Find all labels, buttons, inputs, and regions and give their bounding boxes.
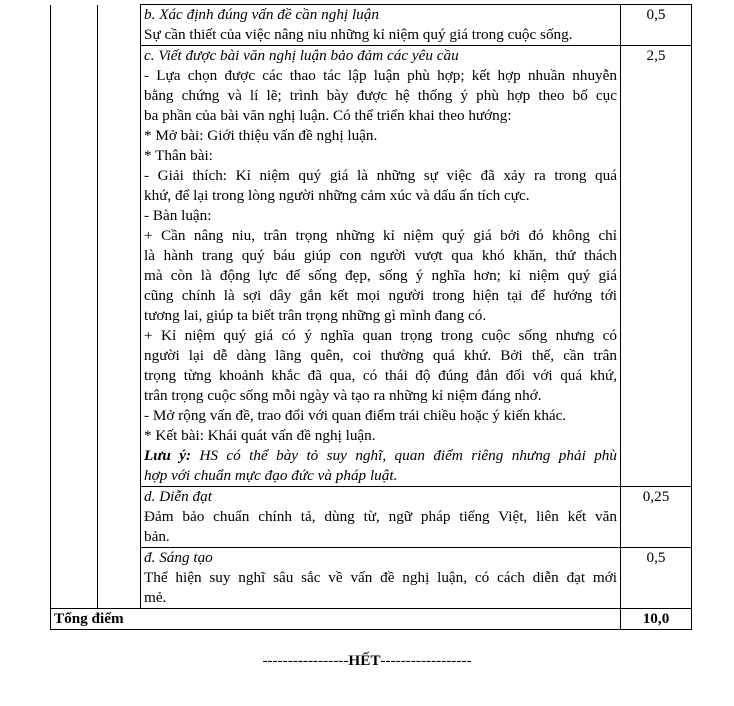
criterion-line: - Lựa chọn được các thao tác lập luận phù hợp; kết hợp nhuần nhuyễn: [144, 67, 617, 84]
criterion-heading: d. Diễn đạt: [144, 488, 212, 505]
criterion-line: Thể hiện suy nghĩ sâu sắc về vấn đề nghị luận, có cách diễn đạt mới: [144, 569, 617, 586]
criterion-row-b: [51, 5, 692, 46]
end-dashes-left: -----------------: [262, 652, 349, 669]
criterion-cell: [141, 487, 621, 548]
criterion-cell: [141, 46, 621, 487]
total-score: 10,0: [621, 609, 692, 630]
criterion-row-d: [51, 487, 692, 548]
rubric-body: [51, 5, 692, 630]
criterion-line: Đảm bảo chuẩn chính tả, dùng từ, ngữ pháp tiếng Việt, liên kết văn: [144, 508, 617, 525]
criterion-line: mà còn là động lực để sống đẹp, sống ý nghĩa hơn; kỉ niệm quý giá: [144, 267, 617, 284]
criterion-line: - Giải thích: Kỉ niệm quý giá là những sự việc đã xảy ra trong quá: [144, 167, 617, 184]
criterion-line: tương lai, giúp ta biết trân trọng những gì mình đang có.: [144, 307, 487, 324]
note-line: hợp với chuẩn mực đạo đức và pháp luật.: [144, 467, 398, 484]
criterion-line: người lại dễ dàng lãng quên, coi thường quá khứ. Bởi thế, cần trân: [144, 347, 617, 364]
criterion-line: bằng chứng và lí lẽ; trình bày được hệ thống ý phù hợp theo bố cục: [144, 87, 617, 104]
criterion-line: ba phần của bài văn nghị luận. Có thể triển khai theo hướng:: [144, 107, 512, 124]
score-cell: 0,5: [621, 5, 692, 46]
score-cell: 0,25: [621, 487, 692, 548]
criterion-heading: b. Xác định đúng vấn đề cần nghị luận: [144, 6, 379, 23]
criterion-cell: [141, 548, 621, 609]
criterion-line: + Cần nâng niu, trân trọng những kỉ niệm quý giá bởi đó không chỉ: [144, 227, 617, 244]
criterion-line: bản.: [144, 528, 170, 545]
criterion-line: trọng từng khoảnh khắc đã qua, có thái độ đúng đắn đối với quá khứ,: [144, 367, 617, 384]
criterion-line: * Thân bài:: [144, 147, 213, 164]
criterion-line: cũng chính là sợi dây gắn kết mọi người trong hiện tại để hướng tới: [144, 287, 617, 304]
criterion-line: là hành trang quý báu giúp con người vượt qua khó khăn, thử thách: [144, 247, 617, 264]
total-label: Tổng điểm: [51, 609, 621, 630]
criterion-row-c: [51, 46, 692, 487]
item-column: [98, 5, 141, 609]
criterion-line: + Kỉ niệm quý giá có ý nghĩa quan trọng trong cuộc sống nhưng có: [144, 327, 617, 344]
criterion-row-dd: [51, 548, 692, 609]
criterion-line: * Mở bài: Giới thiệu vấn đề nghị luận.: [144, 127, 378, 144]
note-label: Lưu ý:: [144, 447, 192, 464]
criterion-line: * Kết bài: Khái quát vấn đề nghị luận.: [144, 427, 376, 444]
section-column: [51, 5, 98, 609]
total-row: [51, 609, 692, 630]
end-dashes-right: ------------------: [380, 652, 472, 669]
note-line: [144, 446, 617, 466]
criterion-line: khứ, để lại trong lòng người những cảm xúc và dấu ấn tích cực.: [144, 187, 530, 204]
end-word: HẾT: [348, 652, 381, 669]
note-text: HS có thể bày tỏ suy nghĩ, quan điểm riêng nhưng phải phù: [191, 447, 617, 464]
criterion-cell: [141, 5, 621, 46]
criterion-line: Sự cần thiết của việc nâng niu những kỉ niệm quý giá trong cuộc sống.: [144, 26, 573, 43]
criterion-line: - Bàn luận:: [144, 207, 212, 224]
rubric-table: [50, 4, 692, 630]
criterion-line: trân trọng cuộc sống mỗi ngày và tạo ra những kỉ niệm đáng nhớ.: [144, 387, 542, 404]
score-cell: 0,5: [621, 548, 692, 609]
score-cell: 2,5: [621, 46, 692, 487]
end-marker: [0, 651, 734, 671]
criterion-heading: đ. Sáng tạo: [144, 549, 213, 566]
criterion-line: - Mở rộng vấn đề, trao đổi với quan điểm trái chiều hoặc ý kiến khác.: [144, 407, 567, 424]
criterion-heading: c. Viết được bài văn nghị luận bảo đảm các yêu cầu: [144, 47, 459, 64]
criterion-line: mẻ.: [144, 589, 167, 606]
